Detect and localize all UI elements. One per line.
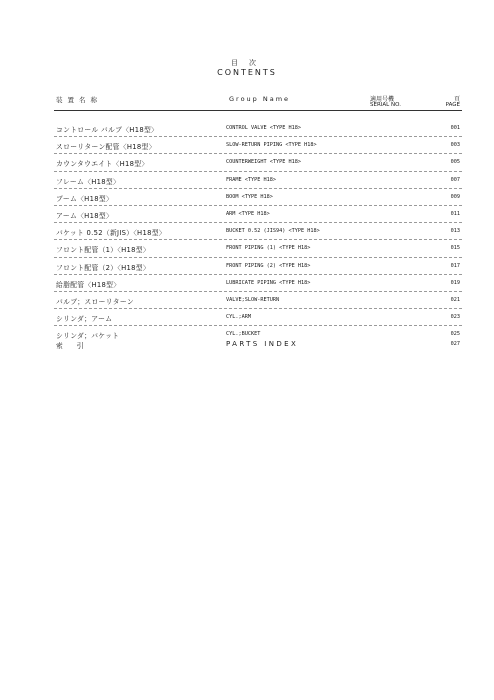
entry-name-jp: バルブ；スローリターン — [56, 297, 134, 306]
column-header-page-en: PAGE — [445, 102, 460, 108]
list-item[interactable] — [54, 292, 462, 309]
entry-group-name: BOOM <TYPE H18> — [226, 193, 273, 200]
entry-name-jp: フレーム〈H18型〉 — [56, 177, 121, 186]
entry-name-jp: コントロール バルブ〈H18型〉 — [56, 126, 159, 134]
entry-name-jp: シリンダ；アーム — [56, 315, 113, 324]
entry-page: 021 — [450, 296, 460, 303]
index-label-jp: 索引 — [56, 342, 98, 350]
entry-group-name: FRAME <TYPE H18> — [226, 176, 276, 183]
list-item[interactable] — [54, 309, 462, 326]
entry-group-name: ARM <TYPE H18> — [226, 210, 270, 217]
list-item[interactable] — [54, 137, 462, 154]
contents-list — [54, 120, 462, 342]
entry-group-name: COUNTERWEIGHT <TYPE H18> — [226, 159, 301, 166]
entry-group-name: CONTROL VALVE <TYPE H18> — [226, 125, 301, 131]
entry-group-name: SLOW-RETURN PIPING <TYPE H18> — [226, 142, 317, 149]
entry-page: 001 — [450, 125, 460, 131]
entry-name-jp: シリンダ；バケット — [56, 332, 120, 341]
list-item[interactable] — [54, 240, 462, 257]
entry-name-jp: バケット 0.52（新JIS）〈H18型〉 — [56, 229, 166, 238]
header-divider — [54, 110, 462, 111]
entry-name-jp: フロント配管（1）〈H18型〉 — [56, 246, 150, 255]
entry-page: 023 — [450, 314, 460, 321]
entry-name-jp: カウンタウエイト〈H18型〉 — [56, 160, 149, 169]
entry-group-name: FRONT PIPING (2) <TYPE H18> — [226, 262, 311, 269]
parts-index-entry[interactable] — [54, 340, 462, 352]
column-header-name: 装置名称 — [56, 96, 102, 104]
entry-name-jp: 給脂配管〈H18型〉 — [56, 280, 121, 289]
list-item[interactable] — [54, 206, 462, 223]
list-item[interactable] — [54, 258, 462, 275]
list-item[interactable] — [54, 223, 462, 240]
column-header-serial-en: SERIAL NO. — [370, 102, 401, 108]
entry-page: 005 — [450, 159, 460, 166]
entry-name-jp: フロント配管（2）〈H18型〉 — [56, 263, 150, 272]
entry-page: 003 — [450, 142, 460, 149]
column-header-serial-jp: 適用号機 — [370, 96, 395, 103]
entry-page: 017 — [450, 262, 460, 269]
index-label-en: PARTS INDEX — [226, 340, 299, 348]
entry-name-jp: アーム〈H18型〉 — [56, 211, 114, 220]
list-item[interactable] — [54, 154, 462, 171]
column-header-group-name: Group Name — [229, 95, 291, 103]
entry-group-name: CYL.;BUCKET — [226, 331, 261, 338]
list-item[interactable] — [54, 172, 462, 189]
entry-group-name: BUCKET 0.52 (JIS94) <TYPE H18> — [226, 228, 320, 235]
entry-group-name: FRONT PIPING (1) <TYPE H18> — [226, 245, 311, 252]
entry-name-jp: ブーム〈H18型〉 — [56, 194, 114, 203]
list-item[interactable] — [54, 120, 462, 137]
entry-name-jp: スローリターン配管〈H18型〉 — [56, 143, 156, 152]
list-item[interactable] — [54, 275, 462, 292]
entry-page: 013 — [450, 228, 460, 235]
entry-group-name: VALVE;SLOW-RETURN — [226, 296, 280, 303]
list-item[interactable] — [54, 189, 462, 206]
entry-page: 009 — [450, 193, 460, 200]
entry-page: 011 — [450, 210, 460, 217]
entry-group-name: LUBRICATE PIPING <TYPE H18> — [226, 279, 311, 286]
entry-page: 015 — [450, 245, 460, 252]
entry-page: 025 — [450, 331, 460, 338]
page-title-en: CONTENTS — [217, 68, 277, 77]
column-header-page-jp: 頁 — [453, 96, 460, 103]
index-page: 027 — [450, 341, 460, 347]
entry-page: 007 — [450, 176, 460, 183]
entry-group-name: CYL.;ARM — [226, 314, 251, 321]
page-title-jp: 目次 — [231, 59, 267, 67]
entry-page: 019 — [450, 279, 460, 286]
